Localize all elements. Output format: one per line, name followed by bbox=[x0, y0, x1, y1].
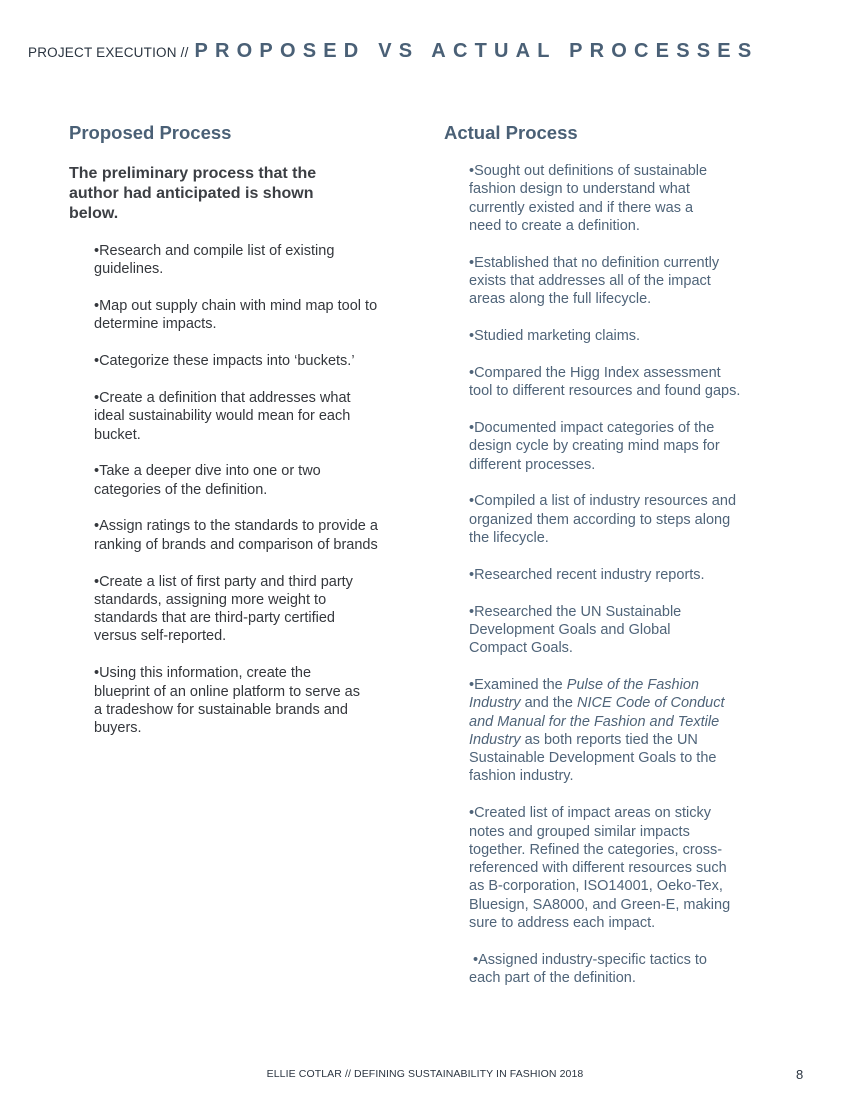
list-item: •Compiled a list of industry resources and organized them according to steps along the lifecycle. bbox=[469, 493, 737, 546]
list-item: •Documented impact categories of the design cycle by creating mind maps for different processes. bbox=[469, 419, 720, 473]
list-item: •Researched the UN Sustainable Development Goals and Global Compact Goals. bbox=[469, 603, 682, 657]
text-run: as both reports tied the UN Sustainable Development Goals to the fashion industry. bbox=[469, 731, 717, 785]
list-item: •Researched recent industry reports. bbox=[469, 566, 705, 583]
report-title-nice: NICE Code of Conduct and Manual for the Fashion and Textile Industry bbox=[469, 695, 725, 748]
actual-process-list bbox=[469, 162, 749, 1006]
list-item: •Map out supply chain with mind map tool to determine impacts. bbox=[94, 298, 378, 333]
proposed-intro: The preliminary process that the author had anticipated is shown below. bbox=[69, 165, 317, 222]
proposed-process-list bbox=[94, 242, 379, 756]
page-header bbox=[28, 40, 758, 63]
list-item: •Established that no definition currently exists that addresses all of the impact areas along the full lifecycle. bbox=[469, 254, 720, 308]
list-item: •Studied marketing claims. bbox=[469, 328, 641, 345]
list-item: •Created list of impact areas on sticky notes and grouped similar impacts together. Refined the categories, cross-referenced with different resources such as B-corporation, ISO14001, Oeko-Tex, Bluesign, SA8000, and Green-E, making sure to address each impact. bbox=[469, 805, 731, 931]
list-item: •Assign ratings to the standards to provide a ranking of brands and comparison of brands bbox=[94, 518, 378, 553]
list-item: •Create a list of first party and third party standards, assigning more weight to standards that are third-party certified versus self-reported. bbox=[94, 573, 353, 645]
text-run: and the bbox=[520, 695, 578, 712]
proposed-process-title: Proposed Process bbox=[69, 122, 232, 143]
list-item: •Research and compile list of existing guidelines. bbox=[94, 243, 335, 278]
list-item: •Take a deeper dive into one or two categories of the definition. bbox=[94, 463, 321, 498]
section-prefix: PROJECT EXECUTION // bbox=[28, 45, 193, 60]
list-item: •Using this information, create the blueprint of an online platform to serve as a tradeshow for sustainable brands and buyers. bbox=[94, 665, 360, 737]
list-item: •Create a definition that addresses what ideal sustainability would mean for each bucket. bbox=[94, 389, 351, 443]
footer-text: ELLIE COTLAR // DEFINING SUSTAINABILITY IN FASHION 2018 bbox=[266, 1068, 584, 1080]
list-item: •Compared the Higg Index assessment tool to different resources and found gaps. bbox=[469, 364, 741, 400]
report-title-pulse: Pulse of the Fashion Industry bbox=[469, 676, 699, 712]
page-number: 8 bbox=[796, 1067, 804, 1082]
text-run: •Examined the bbox=[469, 676, 567, 693]
list-item: •Sought out definitions of sustainable fashion design to understand what currently existed and if there was a need to create a definition. bbox=[469, 163, 708, 234]
list-item bbox=[469, 676, 744, 786]
actual-process-title: Actual Process bbox=[444, 122, 578, 143]
page-title: PROPOSED VS ACTUAL PROCESSES bbox=[194, 40, 759, 62]
list-item: •Assigned industry-specific tactics to each part of the definition. bbox=[469, 951, 712, 987]
list-item: •Categorize these impacts into ‘buckets.’ bbox=[94, 353, 355, 370]
